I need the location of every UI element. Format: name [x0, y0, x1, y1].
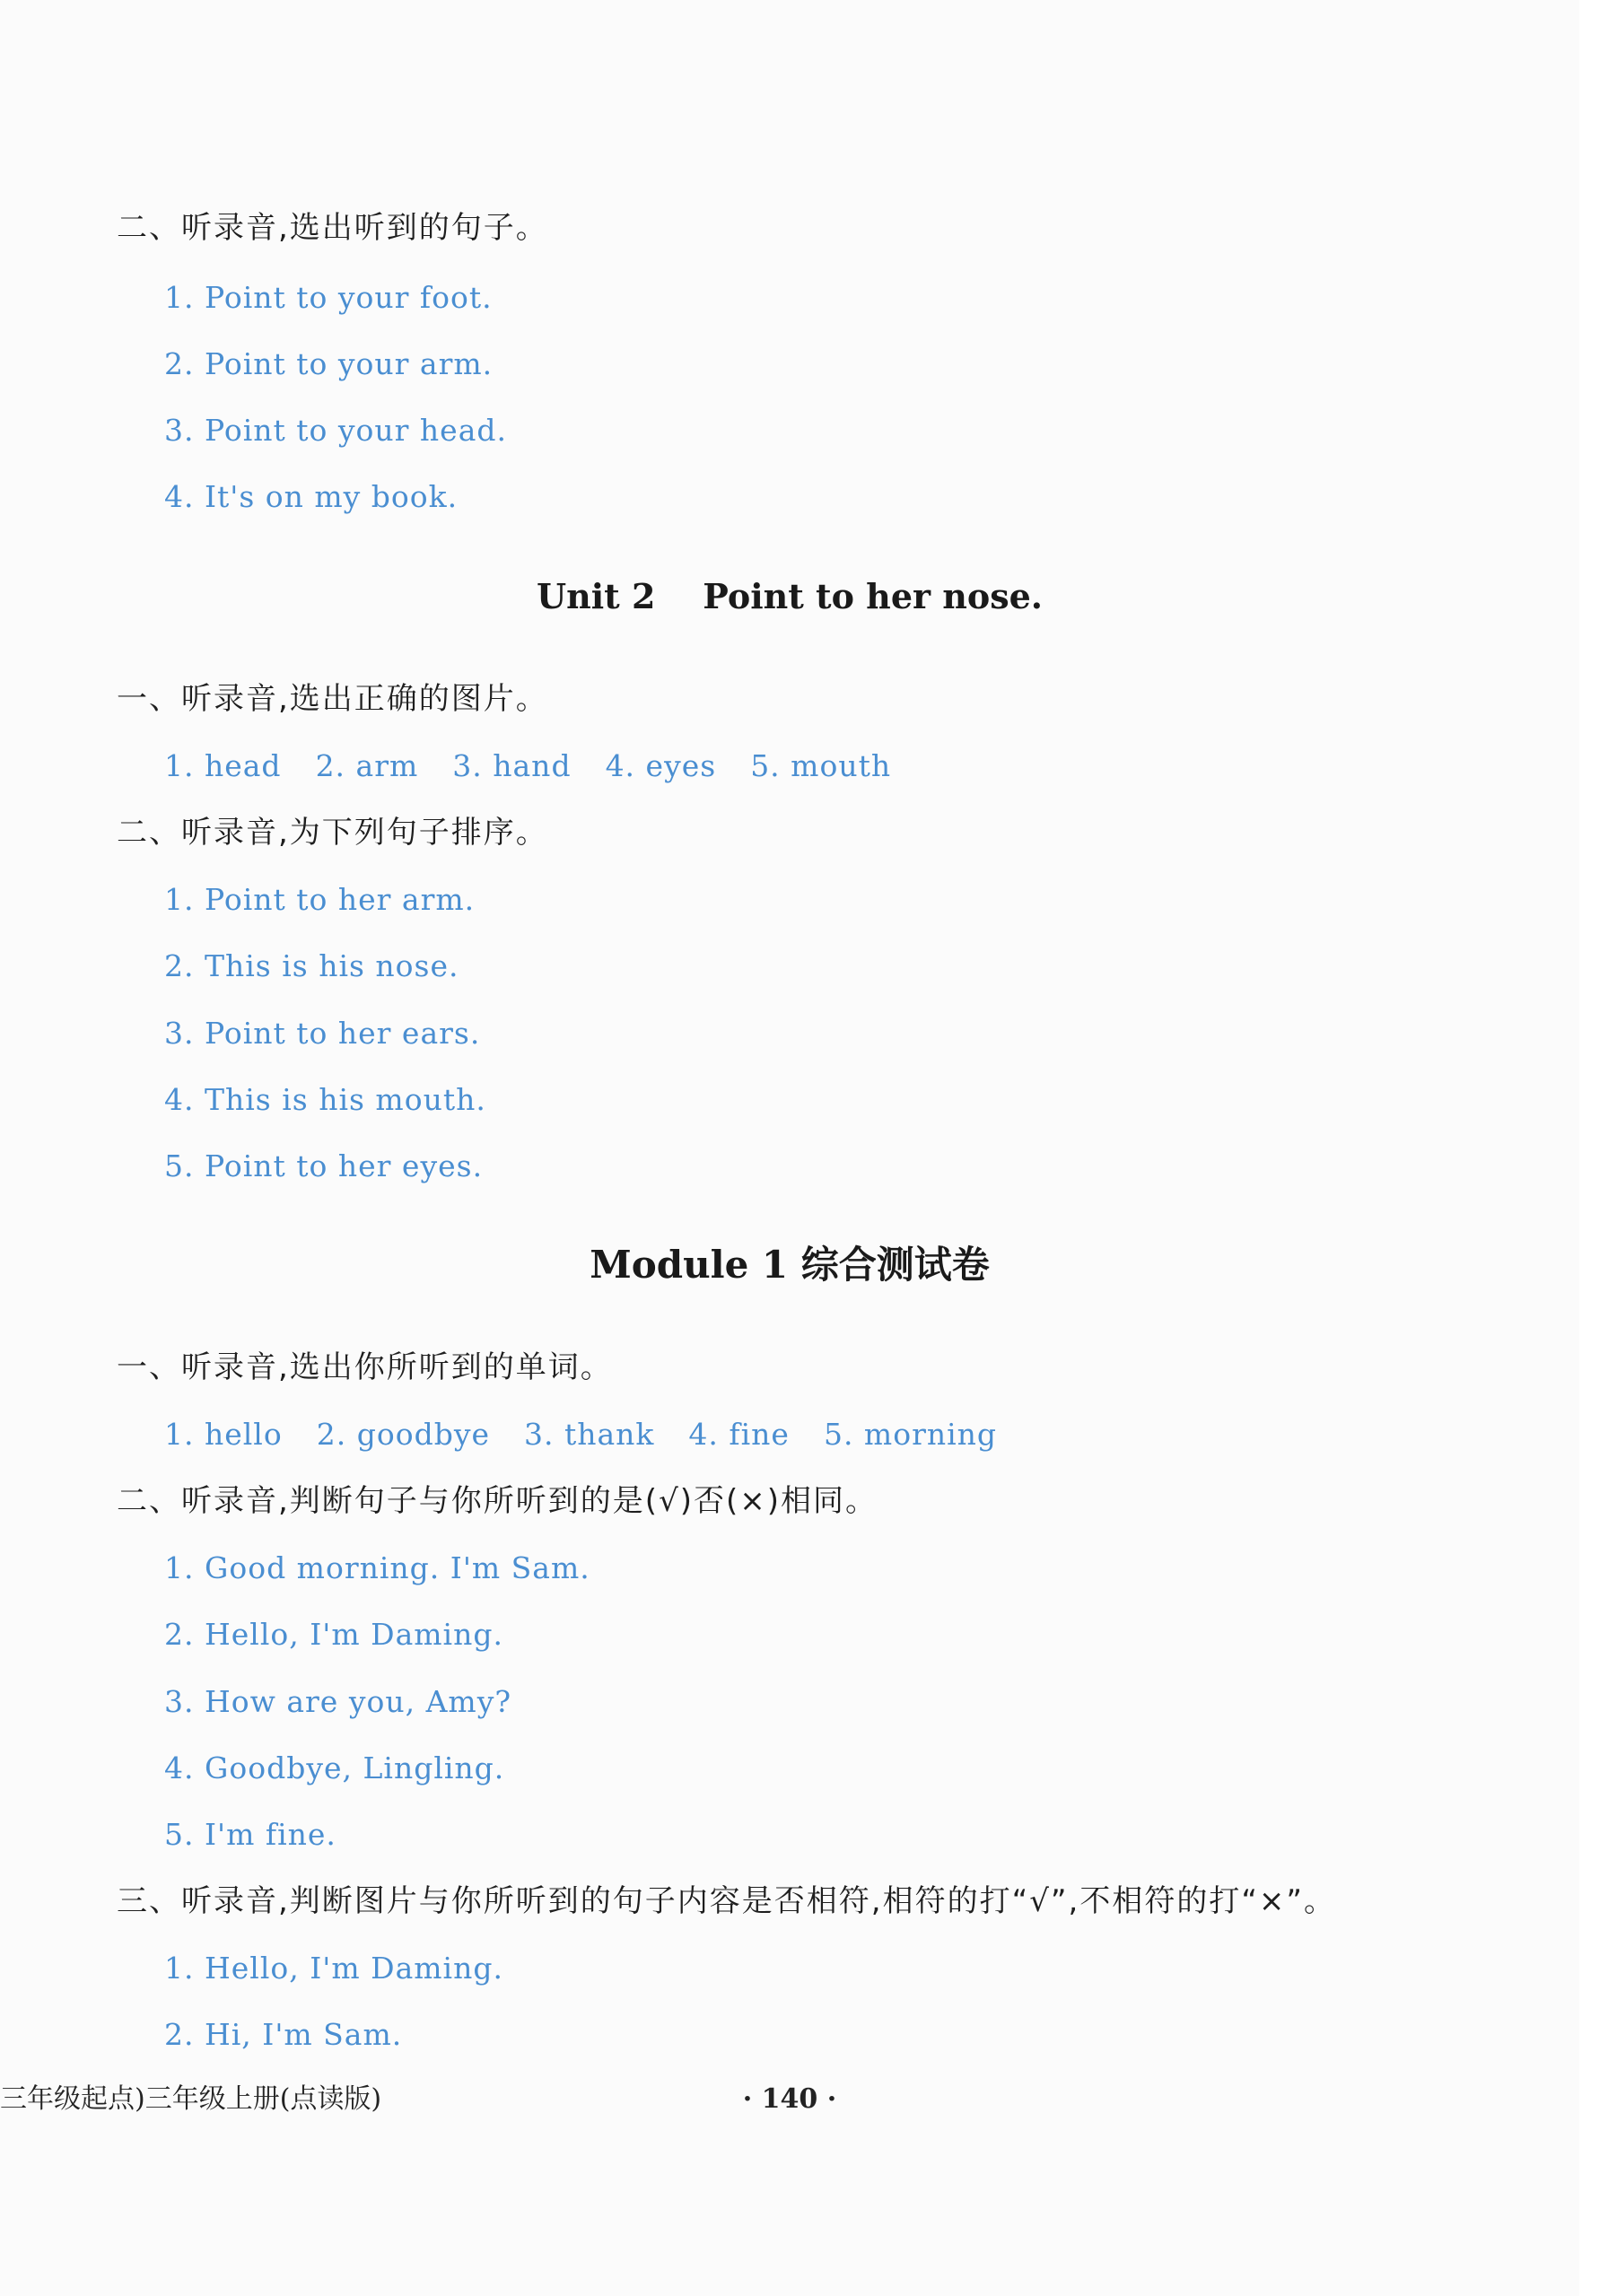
word-item: 1. head	[164, 748, 282, 783]
word-list	[164, 1415, 1031, 1454]
answer-line: 4. This is his mouth.	[164, 1082, 486, 1117]
section-heading: 三、听录音,判断图片与你所听到的句子内容是否相符,相符的打“√”,不相符的打“×”。	[117, 1883, 1337, 1919]
answer-line: 2. Point to your arm.	[164, 346, 494, 381]
word-item: 2. arm	[315, 748, 419, 783]
word-item: 5. morning	[823, 1417, 998, 1452]
answer-line: 1. Point to her arm.	[164, 882, 476, 917]
section-heading: 一、听录音,选出正确的图片。	[117, 681, 548, 717]
section-heading: 二、听录音,为下列句子排序。	[117, 815, 548, 851]
answer-line: 1. Good morning. I'm Sam.	[164, 1550, 590, 1585]
page-edge	[1579, 0, 1608, 2296]
section-heading: 二、听录音,判断句子与你所听到的是(√)否(×)相同。	[117, 1483, 878, 1519]
answer-line: 2. Hi, I'm Sam.	[164, 2017, 403, 2052]
answer-line: 3. Point to your head.	[164, 413, 507, 448]
section-heading: 一、听录音,选出你所听到的单词。	[117, 1349, 613, 1385]
answer-line: 1. Point to your foot.	[164, 280, 493, 315]
answer-line: 4. It's on my book.	[164, 479, 459, 514]
answer-line: 3. Point to her ears.	[164, 1016, 481, 1051]
answer-line: 3. How are you, Amy?	[164, 1684, 512, 1719]
answer-line: 1. Hello, I'm Daming.	[164, 1951, 503, 1986]
word-item: 4. eyes	[605, 748, 717, 783]
word-item: 3. hand	[452, 748, 572, 783]
section-heading: 二、听录音,选出听到的句子。	[117, 210, 548, 246]
word-item: 2. goodbye	[316, 1417, 490, 1452]
answer-line: 2. This is his nose.	[164, 948, 459, 983]
answer-line: 2. Hello, I'm Daming.	[164, 1617, 503, 1652]
word-item: 3. thank	[524, 1417, 655, 1452]
module-title: Module 1 综合测试卷	[590, 1243, 990, 1287]
word-item: 4. fine	[688, 1417, 790, 1452]
unit-title: Unit 2 Point to her nose.	[536, 576, 1044, 616]
answer-line: 5. I'm fine.	[164, 1817, 336, 1852]
page-number: · 140 ·	[742, 2083, 837, 2115]
book-title-footer: 三年级起点)三年级上册(点读版)	[0, 2083, 382, 2115]
word-item: 1. hello	[164, 1417, 283, 1452]
word-list	[164, 746, 925, 786]
answer-line: 4. Goodbye, Lingling.	[164, 1750, 505, 1785]
answer-line: 5. Point to her eyes.	[164, 1148, 484, 1183]
word-item: 5. mouth	[750, 748, 892, 783]
